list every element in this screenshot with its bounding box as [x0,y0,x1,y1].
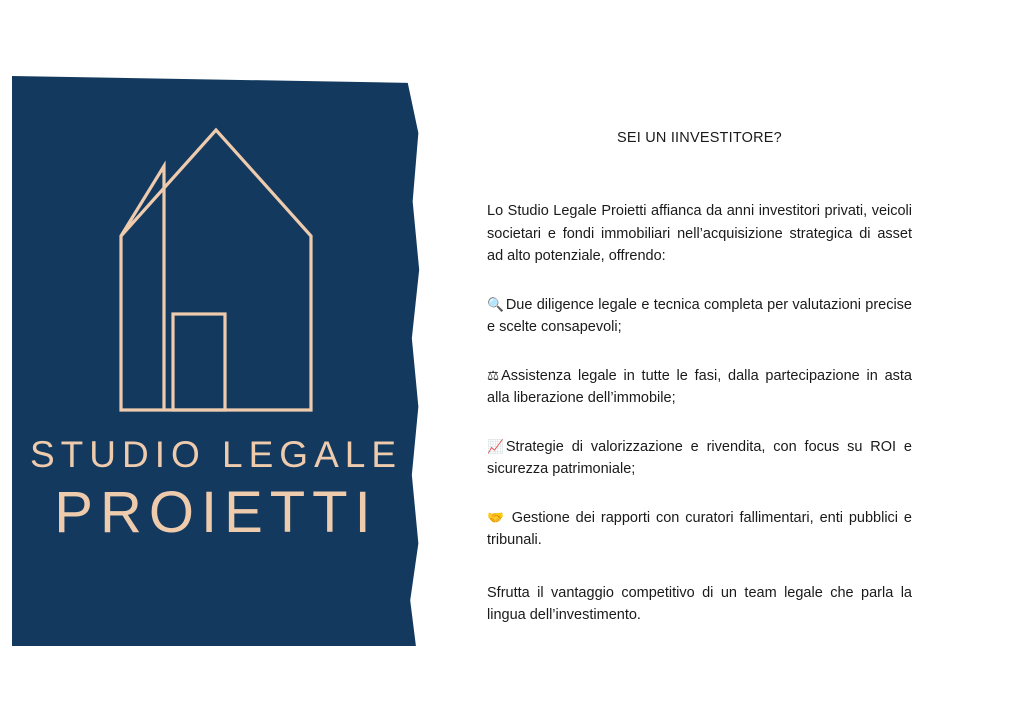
closing-paragraph: Sfrutta il vantaggio competitivo di un team legale che parla la lingua dell’investimento. [487,584,912,623]
list-item-text: Strategie di valorizzazione e rivendita, con focus su ROI e sicurezza patrimoniale; [487,438,912,477]
logo-content [12,76,420,646]
list-item-text: Assistenza legale in tutte le fasi, dalla partecipazione in asta alla liberazione dell’immobile; [487,367,912,406]
house-outline-mark [81,118,351,428]
list-item [487,365,912,410]
list-item [487,507,912,552]
intro-paragraph: Lo Studio Legale Proietti affianca da anni investitori privati, veicoli societari e fondi immobiliari nell’acquisizione strategica di asset ad alto potenziale, offrendo: [487,203,912,264]
list-item [487,294,912,339]
list-item-text: Due diligence legale e tecnica completa per valutazioni precise e scelte consapevoli; [487,296,912,335]
magnifier-icon: 🔍 [487,296,504,312]
logo-panel [12,76,420,646]
list-item [487,436,912,481]
page-title: SEI UN IINVESTITORE? [617,130,782,146]
logo-line-1: STUDIO LEGALE [29,434,403,475]
logo-wordmark [12,428,420,546]
logo-line-2: PROIETTI [54,480,378,545]
handshake-icon: 🤝 [487,509,504,525]
list-item-text: Gestione dei rapporti con curatori fallimentari, enti pubblici e tribunali. [487,509,912,548]
document-content [487,128,912,627]
chart-increasing-icon: 📈 [487,438,504,454]
balance-scale-icon: ⚖ [487,367,500,383]
